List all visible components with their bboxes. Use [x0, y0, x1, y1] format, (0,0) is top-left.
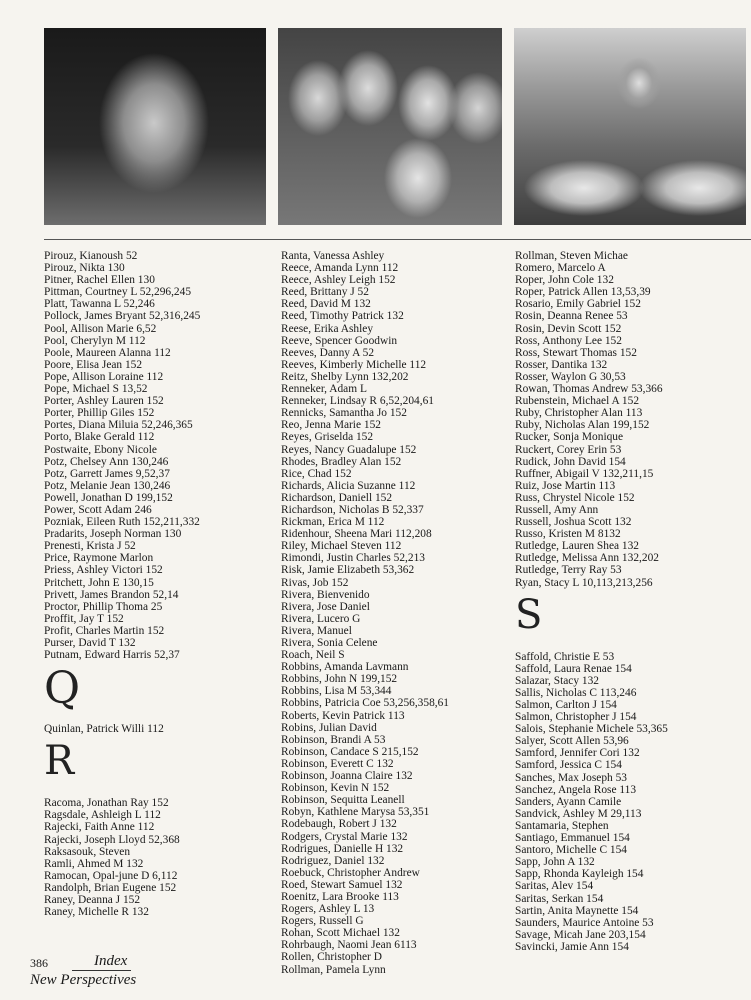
- page-footer: [30, 953, 230, 992]
- index-entry: Rosser, Waylon G 30,53: [515, 370, 626, 383]
- index-entry: Rudick, John David 154: [515, 455, 626, 468]
- index-entry: Power, Scott Adam 246: [44, 503, 152, 516]
- index-entry: Santiago, Emmanuel 154: [515, 832, 630, 845]
- index-entry: Pritchett, John E 130,15: [44, 576, 154, 589]
- index-entry: Rosin, Deanna Renee 53: [515, 310, 628, 323]
- index-entry: Proffit, Jay T 152: [44, 612, 124, 625]
- index-entry: Porter, Ashley Lauren 152: [44, 395, 164, 408]
- index-entry: Poole, Maureen Alanna 112: [44, 346, 171, 359]
- index-entry: Savincki, Jamie Ann 154: [515, 940, 629, 953]
- index-entry: Rivas, Job 152: [281, 576, 349, 589]
- index-entry: Reyes, Griselda 152: [281, 431, 374, 444]
- index-entry: Reed, Timothy Patrick 132: [281, 310, 404, 323]
- index-entry: Quinlan, Patrick Willi 112: [44, 723, 164, 736]
- index-entry: Saffold, Laura Renae 154: [515, 662, 632, 675]
- index-entry: Porto, Blake Gerald 112: [44, 431, 155, 444]
- index-entry: Ramli, Ahmed M 132: [44, 857, 144, 870]
- index-entry: Russell, Joshua Scott 132: [515, 516, 632, 529]
- index-entry: Reece, Amanda Lynn 112: [281, 262, 399, 275]
- section-letter-s: [515, 589, 751, 651]
- index-entry: Rosin, Devin Scott 152: [515, 322, 622, 335]
- index-entry: Reed, David M 132: [281, 298, 371, 311]
- index-entry: Rajecki, Faith Anne 112: [44, 821, 155, 834]
- index-entry: Randolph, Brian Eugene 152: [44, 881, 177, 894]
- index-entry: Russell, Amy Ann: [515, 503, 599, 516]
- index-entry: Richards, Alicia Suzanne 112: [281, 479, 416, 492]
- index-entry: Poore, Elisa Jean 152: [44, 358, 143, 371]
- index-entry: Pool, Cherylyn M 112: [44, 334, 146, 347]
- index-entry: Savage, Micah Jane 203,154: [515, 928, 646, 941]
- index-entry: Purser, David T 132: [44, 637, 136, 649]
- index-entry: Robbins, Patricia Coe 53,256,358,61: [281, 697, 450, 710]
- index-entry: Rodriguez, Daniel 132: [281, 854, 385, 867]
- index-entry: Romero, Marcelo A: [515, 262, 606, 275]
- section-letter-text: S: [515, 591, 543, 638]
- index-entry: Saritas, Serkan 154: [515, 892, 604, 905]
- index-entry: Sanchez, Angela Rose 113: [515, 783, 637, 796]
- index-entry: Rice, Chad 152: [281, 467, 352, 480]
- index-entry: Saffold, Christie E 53: [515, 650, 615, 663]
- index-entry: Rutledge, Terry Ray 53: [515, 564, 622, 577]
- photo-boy-eyes-closed: [44, 28, 266, 225]
- index-entry: Rivera, Sonia Celene: [281, 637, 378, 649]
- index-entry: Rucker, Sonja Monique: [515, 431, 624, 444]
- index-entry: Reo, Jenna Marie 152: [281, 419, 381, 432]
- index-entry: Rohrbaugh, Naomi Jean 6113: [281, 939, 417, 952]
- index-entry: Ranta, Vanessa Ashley: [281, 250, 385, 262]
- index-entry: Ruiz, Jose Martin 113: [515, 479, 616, 492]
- divider-rule: [44, 239, 751, 240]
- index-entry: Priess, Ashley Victori 152: [44, 564, 163, 577]
- index-entry: Raney, Michelle R 132: [44, 906, 149, 919]
- index-entry: Sanders, Ayann Camile: [515, 795, 622, 808]
- index-entry: Roach, Neil S: [281, 649, 345, 662]
- index-entry: Rivera, Jose Daniel: [281, 600, 370, 613]
- index-entry: Rosario, Emily Gabriel 152: [515, 298, 641, 311]
- index-entry: Riley, Michael Steven 112: [281, 540, 402, 553]
- index-entry: Rogers, Ashley L 13: [281, 903, 375, 916]
- index-entry: Reitz, Shelby Lynn 132,202: [281, 370, 409, 383]
- index-entry: Renneker, Lindsay R 6,52,204,61: [281, 395, 434, 408]
- section-letter-q: [44, 661, 274, 723]
- index-entry: Robinson, Kevin N 152: [281, 782, 390, 795]
- index-entry: Raney, Deanna J 152: [44, 894, 141, 907]
- index-entry: Richardson, Daniell 152: [281, 491, 393, 504]
- index-entry: Reese, Erika Ashley: [281, 322, 374, 335]
- index-entry: Saunders, Maurice Antoine 53: [515, 916, 654, 929]
- index-entry: Rivera, Manuel: [281, 624, 352, 637]
- index-entry: Roper, Patrick Allen 13,53,39: [515, 286, 651, 299]
- index-entry: Pollock, James Bryant 52,316,245: [44, 310, 201, 323]
- index-entry: Salois, Stephanie Michele 53,365: [515, 723, 668, 736]
- index-entry: Sandvick, Ashley M 29,113: [515, 807, 642, 820]
- index-entry: Portes, Diana Miluia 52,246,365: [44, 419, 193, 432]
- index-entry: Rohan, Scott Michael 132: [281, 927, 400, 940]
- index-entry: Robins, Julian David: [281, 721, 377, 734]
- index-entry: Rollman, Pamela Lynn: [281, 963, 386, 976]
- index-entry: Price, Raymone Marlon: [44, 552, 154, 565]
- index-entry: Reeves, Kimberly Michelle 112: [281, 358, 427, 371]
- index-entry: Samford, Jessica C 154: [515, 759, 622, 772]
- index-entry: Reyes, Nancy Guadalupe 152: [281, 443, 417, 456]
- index-entry: Reeves, Danny A 52: [281, 346, 375, 359]
- index-entry: Reeve, Spencer Goodwin: [281, 334, 398, 347]
- index-entry: Powell, Jonathan D 199,152: [44, 491, 173, 504]
- section-letter-text: R: [44, 738, 75, 785]
- index-entry: Sanches, Max Joseph 53: [515, 771, 627, 784]
- index-entry: Rowan, Thomas Andrew 53,366: [515, 383, 663, 396]
- index-entry: Rodebaugh, Robert J 132: [281, 818, 397, 831]
- footer-subtitle: New Perspectives: [30, 972, 137, 988]
- index-entry: Pitner, Rachel Ellen 130: [44, 274, 155, 287]
- index-entry: Robinson, Candace S 215,152: [281, 745, 419, 758]
- index-entry: Robyn, Kathlene Marysa 53,351: [281, 806, 430, 819]
- index-entry: Robbins, Amanda Lavmann: [281, 661, 409, 674]
- index-entry: Santoro, Michelle C 154: [515, 844, 627, 857]
- index-entry: Rogers, Russell G: [281, 915, 364, 928]
- index-entry: Platt, Tawanna L 52,246: [44, 298, 155, 311]
- index-entry: Rollen, Christopher D: [281, 951, 382, 964]
- index-entry: Salmon, Carlton J 154: [515, 699, 617, 711]
- index-entry: Robbins, Lisa M 53,344: [281, 685, 392, 698]
- index-entry: Sartin, Anita Maynette 154: [515, 904, 639, 917]
- index-entry: Ryan, Stacy L 10,113,213,256: [515, 576, 653, 589]
- index-entry: Reece, Ashley Leigh 152: [281, 274, 396, 287]
- index-entry: Privett, James Brandon 52,14: [44, 588, 179, 601]
- photo-group-of-girls: [278, 28, 502, 225]
- index-entry: Ross, Anthony Lee 152: [515, 334, 622, 347]
- index-entry: Rodrigues, Danielle H 132: [281, 842, 404, 855]
- index-entry: Pozniak, Eileen Ruth 152,211,332: [44, 516, 200, 529]
- index-entry: Sapp, John A 132: [515, 856, 595, 869]
- index-entry: Potz, Garrett James 9,52,37: [44, 467, 170, 480]
- index-entry: Robbins, John N 199,152: [281, 673, 398, 686]
- index-entry: Santamaria, Stephen: [515, 819, 609, 832]
- index-entry: Porter, Phillip Giles 152: [44, 407, 155, 420]
- index-entry: Proctor, Phillip Thoma 25: [44, 600, 163, 613]
- index-entry: Rollman, Steven Michae: [515, 250, 628, 262]
- index-entry: Sallis, Nicholas C 113,246: [515, 686, 637, 699]
- index-entry: Renneker, Adam L: [281, 383, 367, 396]
- index-entry: Prenesti, Krista J 52: [44, 540, 136, 553]
- index-entry: Rivera, Lucero G: [281, 612, 361, 625]
- index-entry: Ross, Stewart Thomas 152: [515, 346, 637, 359]
- index-entry: Ruby, Nicholas Alan 199,152: [515, 419, 650, 432]
- index-column-2: [281, 250, 511, 976]
- index-column-1: [44, 250, 274, 918]
- section-letter-text: Q: [44, 663, 81, 715]
- index-entry: Rennicks, Samantha Jo 152: [281, 407, 407, 420]
- index-entry: Roper, John Cole 132: [515, 274, 614, 287]
- index-entry: Salmon, Christopher J 154: [515, 711, 637, 724]
- index-entry: Roenitz, Lara Brooke 113: [281, 890, 399, 903]
- index-entry: Ridenhour, Sheena Mari 112,208: [281, 528, 432, 541]
- index-entry: Sapp, Rhonda Kayleigh 154: [515, 868, 644, 881]
- index-entry: Reed, Brittany J 52: [281, 286, 369, 299]
- index-entry: Rickman, Erica M 112: [281, 516, 385, 529]
- index-entry: Ragsdale, Ashleigh L 112: [44, 809, 161, 822]
- index-entry: Robinson, Brandi A 53: [281, 733, 386, 746]
- index-entry: Postwaite, Ebony Nicole: [44, 443, 157, 456]
- index-entry: Roed, Stewart Samuel 132: [281, 878, 403, 891]
- index-entry: Pool, Allison Marie 6,52: [44, 322, 157, 335]
- index-entry: Salazar, Stacy 132: [515, 674, 599, 687]
- index-entry: Robinson, Joanna Claire 132: [281, 770, 413, 783]
- photo-drummer-timpani: [514, 28, 746, 225]
- index-entry: Russ, Chrystel Nicole 152: [515, 491, 635, 504]
- index-entry: Pittman, Courtney L 52,296,245: [44, 286, 192, 299]
- index-entry: Rodgers, Crystal Marie 132: [281, 830, 408, 843]
- index-entry: Pirouz, Kianoush 52: [44, 250, 138, 262]
- index-entry: Rosser, Dantika 132: [515, 358, 608, 371]
- index-entry: Rimondi, Justin Charles 52,213: [281, 552, 425, 565]
- index-entry: Profit, Charles Martin 152: [44, 624, 165, 637]
- index-entry: Robinson, Sequitta Leanell: [281, 794, 405, 807]
- index-entry: Richardson, Nicholas B 52,337: [281, 503, 424, 516]
- index-entry: Roberts, Kevin Patrick 113: [281, 709, 405, 722]
- index-entry: Rubenstein, Michael A 152: [515, 395, 640, 408]
- index-entry: Racoma, Jonathan Ray 152: [44, 797, 169, 810]
- index-entry: Ruckert, Corey Erin 53: [515, 443, 622, 456]
- index-entry: Rutledge, Melissa Ann 132,202: [515, 552, 659, 565]
- index-entry: Saritas, Alev 154: [515, 880, 594, 893]
- index-entry: Potz, Melanie Jean 130,246: [44, 479, 171, 492]
- index-entry: Pirouz, Nikta 130: [44, 262, 125, 275]
- index-entry: Pradarits, Joseph Norman 130: [44, 528, 182, 541]
- index-entry: Samford, Jennifer Cori 132: [515, 747, 640, 760]
- index-entry: Rivera, Bienvenido: [281, 588, 370, 601]
- index-entry: Raksasouk, Steven: [44, 845, 131, 858]
- index-entry: Rajecki, Joseph Lloyd 52,368: [44, 833, 180, 846]
- index-entry: Robinson, Everett C 132: [281, 757, 394, 770]
- index-entry: Russo, Kristen M 8132: [515, 528, 621, 541]
- index-entry: Pope, Allison Loraine 112: [44, 370, 164, 383]
- index-entry: Putnam, Edward Harris 52,37: [44, 649, 180, 662]
- footer-title: Index: [72, 953, 131, 971]
- index-entry: Roebuck, Christopher Andrew: [281, 866, 420, 879]
- index-entry: Potz, Chelsey Ann 130,246: [44, 455, 169, 468]
- page-number: 386: [30, 956, 48, 970]
- index-entry: Ramocan, Opal-june D 6,112: [44, 869, 178, 882]
- index-entry: Risk, Jamie Elizabeth 53,362: [281, 564, 415, 577]
- index-entry: Ruby, Christopher Alan 113: [515, 407, 643, 420]
- index-entry: Salyer, Scott Allen 53,96: [515, 735, 629, 748]
- section-letter-r: [44, 735, 274, 797]
- index-entry: Ruffner, Abigail V 132,211,15: [515, 467, 654, 480]
- index-entry: Rutledge, Lauren Shea 132: [515, 540, 639, 553]
- index-entry: Rhodes, Bradley Alan 152: [281, 455, 402, 468]
- index-entry: Pope, Michael S 13,52: [44, 383, 148, 396]
- index-column-3: [515, 250, 751, 953]
